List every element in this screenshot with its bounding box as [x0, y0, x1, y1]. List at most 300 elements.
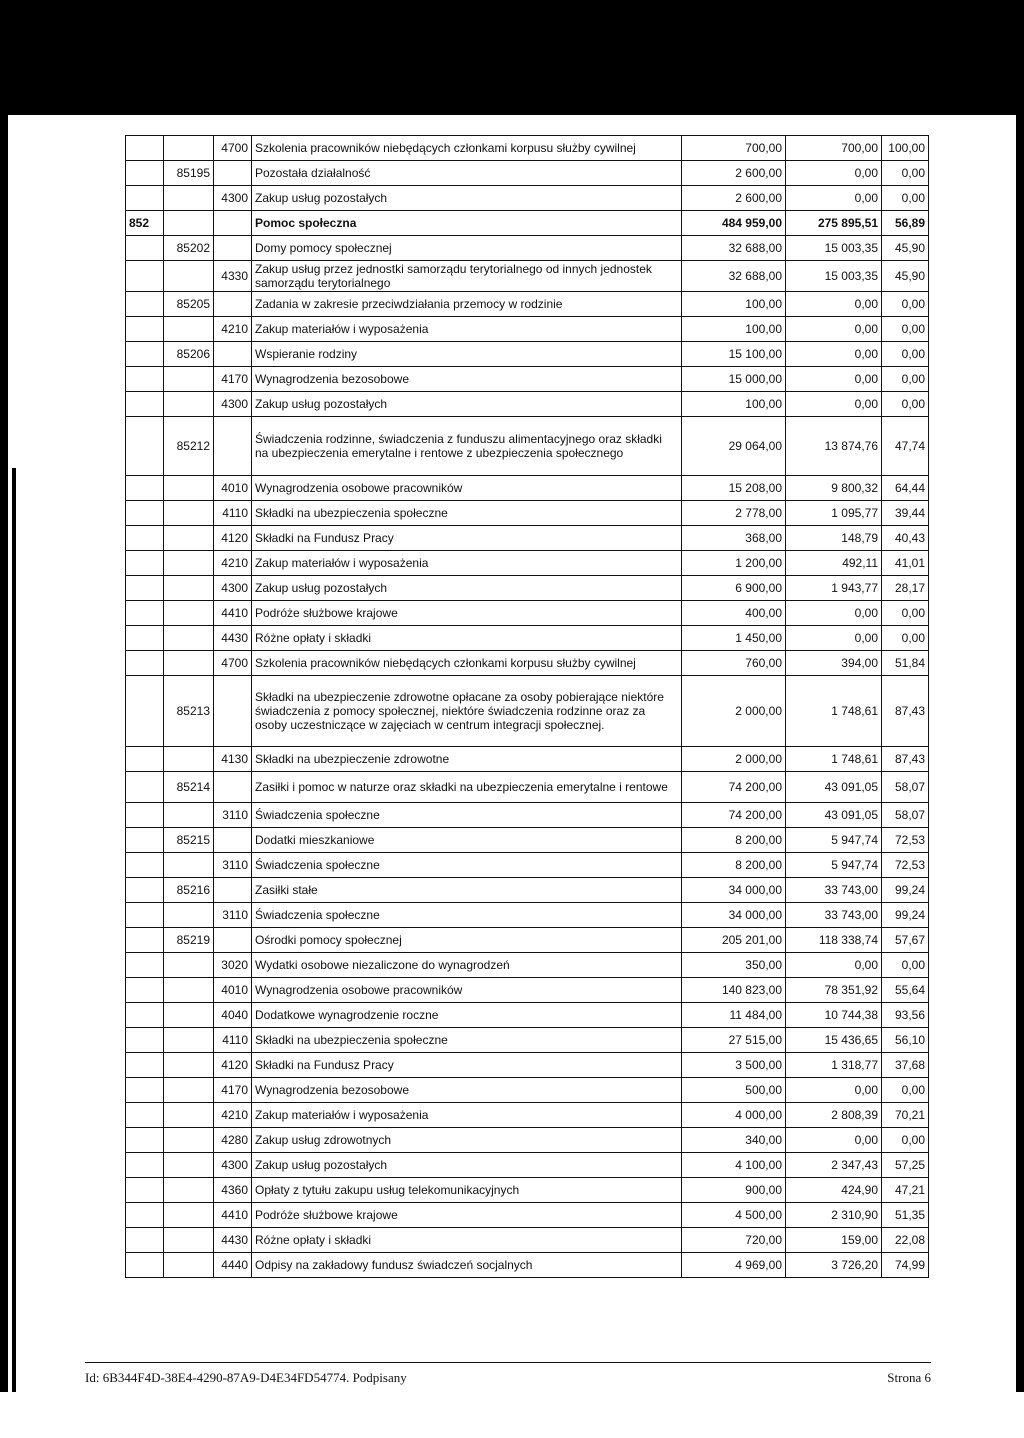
executed-amount-cell: 0,00	[786, 161, 882, 186]
item-name-cell: Świadczenia społeczne	[252, 803, 682, 828]
item-name-cell: Wynagrodzenia osobowe pracowników	[252, 476, 682, 501]
percent-cell: 22,08	[882, 1228, 929, 1253]
plan-amount-cell: 15 208,00	[682, 476, 786, 501]
executed-amount-cell: 148,79	[786, 526, 882, 551]
section-code-cell	[126, 1003, 164, 1028]
item-name-cell: Składki na ubezpieczenie zdrowotne opłacane za osoby pobierające niektóre świadczenia z pomocy społecznej, niektóre świadczenia rodzinne oraz za osoby uczestniczące w zajęciach w centrum integracji społecznej.	[252, 676, 682, 747]
paragraph-code-cell: 4210	[214, 317, 252, 342]
item-name-cell: Wynagrodzenia bezosobowe	[252, 1078, 682, 1103]
scan-left-border	[0, 115, 8, 1392]
item-name-cell: Różne opłaty i składki	[252, 626, 682, 651]
paragraph-code-cell	[214, 772, 252, 803]
chapter-code-cell	[164, 1003, 214, 1028]
chapter-code-cell	[164, 1128, 214, 1153]
paragraph-code-cell: 4010	[214, 978, 252, 1003]
paragraph-code-cell	[214, 161, 252, 186]
chapter-row	[126, 878, 929, 903]
paragraph-code-cell	[214, 828, 252, 853]
section-code-cell	[126, 878, 164, 903]
table-row	[126, 626, 929, 651]
section-code-cell	[126, 1078, 164, 1103]
scan-top-border	[0, 0, 1024, 115]
paragraph-code-cell	[214, 878, 252, 903]
section-code-cell	[126, 576, 164, 601]
section-code-cell	[126, 136, 164, 161]
section-code-cell	[126, 978, 164, 1003]
percent-cell: 55,64	[882, 978, 929, 1003]
section-code-cell	[126, 1228, 164, 1253]
executed-amount-cell: 2 310,90	[786, 1203, 882, 1228]
table-row	[126, 1228, 929, 1253]
paragraph-code-cell: 4410	[214, 601, 252, 626]
item-name-cell: Różne opłaty i składki	[252, 1228, 682, 1253]
chapter-code-cell	[164, 803, 214, 828]
chapter-row	[126, 676, 929, 747]
item-name-cell: Wspieranie rodziny	[252, 342, 682, 367]
section-code-cell	[126, 803, 164, 828]
chapter-code-cell	[164, 978, 214, 1003]
percent-cell: 0,00	[882, 1078, 929, 1103]
chapter-code-cell	[164, 392, 214, 417]
executed-amount-cell: 0,00	[786, 953, 882, 978]
chapter-code-cell	[164, 1228, 214, 1253]
table-row	[126, 978, 929, 1003]
paragraph-code-cell: 4300	[214, 576, 252, 601]
chapter-code-cell	[164, 1103, 214, 1128]
section-code-cell	[126, 261, 164, 292]
document-id: Id: 6B344F4D-38E4-4290-87A9-D4E34FD54774. Podpisany	[85, 1370, 407, 1385]
plan-amount-cell: 4 000,00	[682, 1103, 786, 1128]
executed-amount-cell: 394,00	[786, 651, 882, 676]
percent-cell: 47,21	[882, 1178, 929, 1203]
section-code-cell	[126, 186, 164, 211]
table-row	[126, 551, 929, 576]
plan-amount-cell: 100,00	[682, 317, 786, 342]
scan-mark	[12, 468, 16, 1392]
percent-cell: 99,24	[882, 903, 929, 928]
plan-amount-cell: 205 201,00	[682, 928, 786, 953]
paragraph-code-cell: 4280	[214, 1128, 252, 1153]
plan-amount-cell: 340,00	[682, 1128, 786, 1153]
paragraph-code-cell: 3110	[214, 803, 252, 828]
item-name-cell: Zakup usług zdrowotnych	[252, 1128, 682, 1153]
percent-cell: 45,90	[882, 236, 929, 261]
plan-amount-cell: 32 688,00	[682, 236, 786, 261]
chapter-code-cell: 85206	[164, 342, 214, 367]
table-row	[126, 501, 929, 526]
item-name-cell: Składki na ubezpieczenia społeczne	[252, 501, 682, 526]
plan-amount-cell: 32 688,00	[682, 261, 786, 292]
chapter-code-cell	[164, 576, 214, 601]
plan-amount-cell: 2 000,00	[682, 676, 786, 747]
table-row	[126, 853, 929, 878]
section-code-cell	[126, 417, 164, 476]
item-name-cell: Domy pomocy społecznej	[252, 236, 682, 261]
paragraph-code-cell	[214, 417, 252, 476]
plan-amount-cell: 34 000,00	[682, 903, 786, 928]
table-row	[126, 576, 929, 601]
plan-amount-cell: 368,00	[682, 526, 786, 551]
item-name-cell: Wynagrodzenia osobowe pracowników	[252, 978, 682, 1003]
executed-amount-cell: 15 003,35	[786, 261, 882, 292]
executed-amount-cell: 0,00	[786, 392, 882, 417]
plan-amount-cell: 74 200,00	[682, 803, 786, 828]
percent-cell: 57,25	[882, 1153, 929, 1178]
executed-amount-cell: 0,00	[786, 317, 882, 342]
percent-cell: 0,00	[882, 953, 929, 978]
section-code-cell	[126, 1178, 164, 1203]
section-code-cell	[126, 317, 164, 342]
executed-amount-cell: 2 347,43	[786, 1153, 882, 1178]
item-name-cell: Zakup materiałów i wyposażenia	[252, 551, 682, 576]
paragraph-code-cell: 4430	[214, 626, 252, 651]
plan-amount-cell: 34 000,00	[682, 878, 786, 903]
percent-cell: 64,44	[882, 476, 929, 501]
item-name-cell: Wynagrodzenia bezosobowe	[252, 367, 682, 392]
table-row	[126, 1128, 929, 1153]
executed-amount-cell: 0,00	[786, 367, 882, 392]
paragraph-code-cell: 4210	[214, 1103, 252, 1128]
item-name-cell: Składki na ubezpieczenie zdrowotne	[252, 747, 682, 772]
chapter-code-cell	[164, 136, 214, 161]
section-code-cell	[126, 501, 164, 526]
paragraph-code-cell: 4130	[214, 747, 252, 772]
table-row	[126, 261, 929, 292]
percent-cell: 57,67	[882, 928, 929, 953]
plan-amount-cell: 74 200,00	[682, 772, 786, 803]
percent-cell: 28,17	[882, 576, 929, 601]
paragraph-code-cell: 4110	[214, 501, 252, 526]
chapter-row	[126, 828, 929, 853]
table-row	[126, 186, 929, 211]
chapter-code-cell	[164, 1053, 214, 1078]
section-code-cell	[126, 903, 164, 928]
section-code-cell	[126, 953, 164, 978]
chapter-code-cell	[164, 1153, 214, 1178]
plan-amount-cell: 15 000,00	[682, 367, 786, 392]
executed-amount-cell: 0,00	[786, 626, 882, 651]
plan-amount-cell: 100,00	[682, 292, 786, 317]
plan-amount-cell: 2 600,00	[682, 161, 786, 186]
paragraph-code-cell: 4700	[214, 136, 252, 161]
percent-cell: 72,53	[882, 853, 929, 878]
item-name-cell: Zasiłki i pomoc w naturze oraz składki na ubezpieczenia emerytalne i rentowe	[252, 772, 682, 803]
plan-amount-cell: 8 200,00	[682, 853, 786, 878]
executed-amount-cell: 424,90	[786, 1178, 882, 1203]
paragraph-code-cell: 4440	[214, 1253, 252, 1278]
item-name-cell: Pomoc społeczna	[252, 211, 682, 236]
plan-amount-cell: 29 064,00	[682, 417, 786, 476]
paragraph-code-cell: 3020	[214, 953, 252, 978]
executed-amount-cell: 118 338,74	[786, 928, 882, 953]
item-name-cell: Wydatki osobowe niezaliczone do wynagrodzeń	[252, 953, 682, 978]
section-code-cell	[126, 626, 164, 651]
executed-amount-cell: 15 003,35	[786, 236, 882, 261]
item-name-cell: Zakup usług przez jednostki samorządu terytorialnego od innych jednostek samorządu terytorialnego	[252, 261, 682, 292]
item-name-cell: Zakup materiałów i wyposażenia	[252, 1103, 682, 1128]
section-code-cell	[126, 392, 164, 417]
item-name-cell: Pozostała działalność	[252, 161, 682, 186]
chapter-code-cell: 85216	[164, 878, 214, 903]
executed-amount-cell: 43 091,05	[786, 803, 882, 828]
executed-amount-cell: 492,11	[786, 551, 882, 576]
section-code-cell	[126, 1128, 164, 1153]
item-name-cell: Podróże służbowe krajowe	[252, 601, 682, 626]
paragraph-code-cell: 4120	[214, 1053, 252, 1078]
chapter-row	[126, 772, 929, 803]
plan-amount-cell: 2 778,00	[682, 501, 786, 526]
section-code-cell	[126, 601, 164, 626]
paragraph-code-cell: 4410	[214, 1203, 252, 1228]
paragraph-code-cell: 4330	[214, 261, 252, 292]
paragraph-code-cell: 4040	[214, 1003, 252, 1028]
section-code-cell	[126, 828, 164, 853]
executed-amount-cell: 0,00	[786, 342, 882, 367]
executed-amount-cell: 700,00	[786, 136, 882, 161]
percent-cell: 41,01	[882, 551, 929, 576]
executed-amount-cell: 0,00	[786, 1128, 882, 1153]
executed-amount-cell: 0,00	[786, 1078, 882, 1103]
chapter-code-cell	[164, 367, 214, 392]
chapter-code-cell	[164, 626, 214, 651]
chapter-row	[126, 928, 929, 953]
chapter-code-cell	[164, 1253, 214, 1278]
chapter-code-cell	[164, 1028, 214, 1053]
chapter-code-cell	[164, 211, 214, 236]
paragraph-code-cell: 3110	[214, 903, 252, 928]
table-row	[126, 601, 929, 626]
item-name-cell: Zakup usług pozostałych	[252, 186, 682, 211]
plan-amount-cell: 4 969,00	[682, 1253, 786, 1278]
item-name-cell: Składki na Fundusz Pracy	[252, 526, 682, 551]
item-name-cell: Świadczenia rodzinne, świadczenia z funduszu alimentacyjnego oraz składki na ubezpieczenia emerytalne i rentowe z ubezpieczenia społecznego	[252, 417, 682, 476]
paragraph-code-cell: 4430	[214, 1228, 252, 1253]
percent-cell: 74,99	[882, 1253, 929, 1278]
chapter-row	[126, 292, 929, 317]
section-code-cell	[126, 853, 164, 878]
table-row	[126, 1253, 929, 1278]
chapter-row	[126, 342, 929, 367]
chapter-row	[126, 236, 929, 261]
table-row	[126, 803, 929, 828]
item-name-cell: Szkolenia pracowników niebędących członkami korpusu służby cywilnej	[252, 651, 682, 676]
executed-amount-cell: 13 874,76	[786, 417, 882, 476]
section-code-cell	[126, 1028, 164, 1053]
paragraph-code-cell: 4210	[214, 551, 252, 576]
item-name-cell: Szkolenia pracowników niebędących członkami korpusu służby cywilnej	[252, 136, 682, 161]
section-row	[126, 211, 929, 236]
item-name-cell: Zakup usług pozostałych	[252, 576, 682, 601]
plan-amount-cell: 2 000,00	[682, 747, 786, 772]
plan-amount-cell: 3 500,00	[682, 1053, 786, 1078]
section-code-cell	[126, 551, 164, 576]
executed-amount-cell: 275 895,51	[786, 211, 882, 236]
executed-amount-cell: 33 743,00	[786, 878, 882, 903]
chapter-code-cell	[164, 903, 214, 928]
percent-cell: 39,44	[882, 501, 929, 526]
table-row	[126, 1153, 929, 1178]
budget-table-body	[126, 136, 929, 1278]
plan-amount-cell: 1 200,00	[682, 551, 786, 576]
percent-cell: 0,00	[882, 186, 929, 211]
section-code-cell	[126, 1253, 164, 1278]
executed-amount-cell: 33 743,00	[786, 903, 882, 928]
chapter-code-cell	[164, 601, 214, 626]
paragraph-code-cell	[214, 292, 252, 317]
item-name-cell: Zakup materiałów i wyposażenia	[252, 317, 682, 342]
percent-cell: 87,43	[882, 676, 929, 747]
chapter-code-cell: 85214	[164, 772, 214, 803]
chapter-code-cell	[164, 501, 214, 526]
table-row	[126, 392, 929, 417]
plan-amount-cell: 2 600,00	[682, 186, 786, 211]
executed-amount-cell: 1 943,77	[786, 576, 882, 601]
table-row	[126, 953, 929, 978]
chapter-code-cell	[164, 317, 214, 342]
paragraph-code-cell: 4300	[214, 186, 252, 211]
executed-amount-cell: 159,00	[786, 1228, 882, 1253]
section-code-cell	[126, 1053, 164, 1078]
chapter-code-cell	[164, 747, 214, 772]
section-code-cell	[126, 1153, 164, 1178]
chapter-code-cell: 85215	[164, 828, 214, 853]
chapter-code-cell	[164, 551, 214, 576]
table-row	[126, 367, 929, 392]
section-code-cell	[126, 1203, 164, 1228]
percent-cell: 51,35	[882, 1203, 929, 1228]
chapter-code-cell: 85212	[164, 417, 214, 476]
chapter-code-cell	[164, 1203, 214, 1228]
chapter-code-cell: 85195	[164, 161, 214, 186]
percent-cell: 51,84	[882, 651, 929, 676]
percent-cell: 0,00	[882, 342, 929, 367]
table-row	[126, 1203, 929, 1228]
percent-cell: 87,43	[882, 747, 929, 772]
percent-cell: 72,53	[882, 828, 929, 853]
plan-amount-cell: 484 959,00	[682, 211, 786, 236]
percent-cell: 58,07	[882, 803, 929, 828]
paragraph-code-cell: 4170	[214, 1078, 252, 1103]
percent-cell: 40,43	[882, 526, 929, 551]
executed-amount-cell: 0,00	[786, 292, 882, 317]
paragraph-code-cell: 4120	[214, 526, 252, 551]
chapter-row	[126, 417, 929, 476]
percent-cell: 0,00	[882, 626, 929, 651]
footer-divider	[85, 1362, 931, 1363]
section-code-cell	[126, 161, 164, 186]
chapter-code-cell	[164, 1178, 214, 1203]
plan-amount-cell: 1 450,00	[682, 626, 786, 651]
percent-cell: 37,68	[882, 1053, 929, 1078]
percent-cell: 99,24	[882, 878, 929, 903]
chapter-code-cell	[164, 1078, 214, 1103]
item-name-cell: Świadczenia społeczne	[252, 903, 682, 928]
executed-amount-cell: 1 748,61	[786, 676, 882, 747]
percent-cell: 100,00	[882, 136, 929, 161]
table-row	[126, 1003, 929, 1028]
executed-amount-cell: 5 947,74	[786, 853, 882, 878]
section-code-cell	[126, 476, 164, 501]
executed-amount-cell: 1 095,77	[786, 501, 882, 526]
chapter-row	[126, 161, 929, 186]
table-row	[126, 1078, 929, 1103]
plan-amount-cell: 15 100,00	[682, 342, 786, 367]
item-name-cell: Świadczenia społeczne	[252, 853, 682, 878]
section-code-cell	[126, 676, 164, 747]
paragraph-code-cell: 4110	[214, 1028, 252, 1053]
percent-cell: 56,10	[882, 1028, 929, 1053]
plan-amount-cell: 6 900,00	[682, 576, 786, 601]
table-row	[126, 651, 929, 676]
paragraph-code-cell: 3110	[214, 853, 252, 878]
executed-amount-cell: 9 800,32	[786, 476, 882, 501]
chapter-code-cell: 85202	[164, 236, 214, 261]
item-name-cell: Dodatki mieszkaniowe	[252, 828, 682, 853]
section-code-cell	[126, 772, 164, 803]
paragraph-code-cell	[214, 342, 252, 367]
percent-cell: 58,07	[882, 772, 929, 803]
executed-amount-cell: 3 726,20	[786, 1253, 882, 1278]
plan-amount-cell: 4 500,00	[682, 1203, 786, 1228]
table-row	[126, 1103, 929, 1128]
percent-cell: 0,00	[882, 317, 929, 342]
chapter-code-cell	[164, 476, 214, 501]
section-code-cell	[126, 236, 164, 261]
executed-amount-cell: 1 318,77	[786, 1053, 882, 1078]
plan-amount-cell: 350,00	[682, 953, 786, 978]
executed-amount-cell: 10 744,38	[786, 1003, 882, 1028]
executed-amount-cell: 2 808,39	[786, 1103, 882, 1128]
item-name-cell: Podróże służbowe krajowe	[252, 1203, 682, 1228]
section-code-cell	[126, 342, 164, 367]
chapter-code-cell: 85213	[164, 676, 214, 747]
executed-amount-cell: 0,00	[786, 186, 882, 211]
page-number: Strona 6	[887, 1370, 931, 1385]
item-name-cell: Odpisy na zakładowy fundusz świadczeń socjalnych	[252, 1253, 682, 1278]
table-row	[126, 903, 929, 928]
paragraph-code-cell: 4010	[214, 476, 252, 501]
paragraph-code-cell	[214, 211, 252, 236]
chapter-code-cell: 85219	[164, 928, 214, 953]
table-row	[126, 1028, 929, 1053]
plan-amount-cell: 900,00	[682, 1178, 786, 1203]
percent-cell: 0,00	[882, 367, 929, 392]
paragraph-code-cell: 4300	[214, 392, 252, 417]
table-row	[126, 317, 929, 342]
paragraph-code-cell	[214, 236, 252, 261]
percent-cell: 47,74	[882, 417, 929, 476]
executed-amount-cell: 15 436,65	[786, 1028, 882, 1053]
plan-amount-cell: 400,00	[682, 601, 786, 626]
chapter-code-cell: 85205	[164, 292, 214, 317]
section-code-cell	[126, 367, 164, 392]
paragraph-code-cell: 4300	[214, 1153, 252, 1178]
scan-right-border	[1016, 115, 1024, 1392]
paragraph-code-cell: 4700	[214, 651, 252, 676]
section-code-cell	[126, 651, 164, 676]
percent-cell: 45,90	[882, 261, 929, 292]
percent-cell: 56,89	[882, 211, 929, 236]
item-name-cell: Ośrodki pomocy społecznej	[252, 928, 682, 953]
plan-amount-cell: 700,00	[682, 136, 786, 161]
item-name-cell: Zakup usług pozostałych	[252, 1153, 682, 1178]
chapter-code-cell	[164, 651, 214, 676]
percent-cell: 0,00	[882, 1128, 929, 1153]
plan-amount-cell: 500,00	[682, 1078, 786, 1103]
section-code-cell	[126, 928, 164, 953]
plan-amount-cell: 760,00	[682, 651, 786, 676]
item-name-cell: Składki na ubezpieczenia społeczne	[252, 1028, 682, 1053]
